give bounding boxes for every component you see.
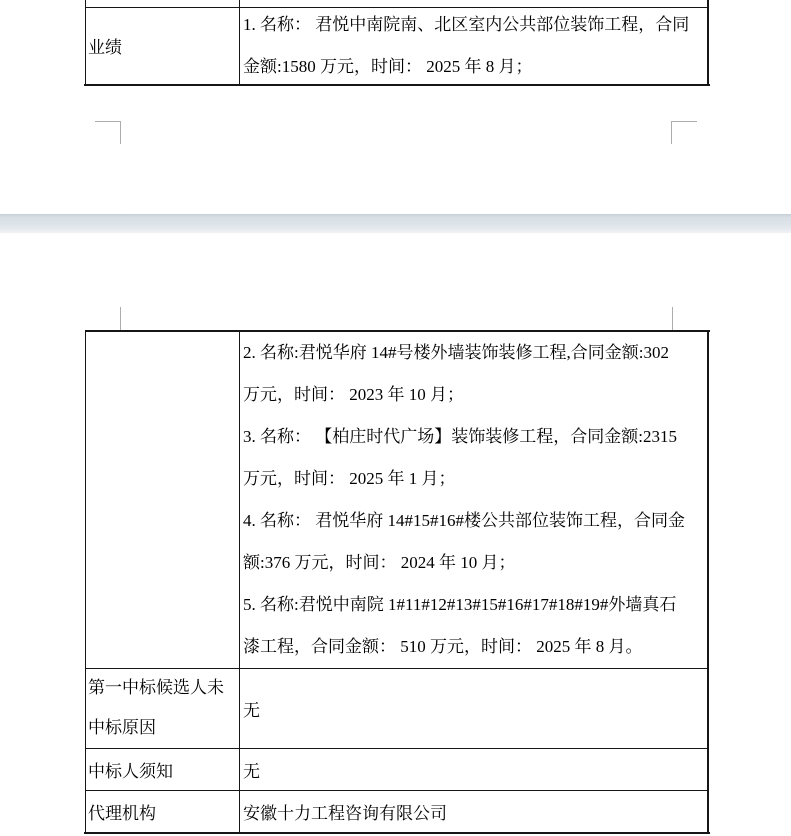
cell-first-candidate-reason-label[interactable] — [88, 668, 236, 748]
performance-line: 万元，时间： 2023 年 10 月； — [243, 385, 464, 404]
performance-label-text: 业绩 — [88, 38, 122, 57]
table2-left-border — [85, 330, 86, 834]
margin-mark-bottom-right-h — [671, 121, 697, 122]
table1-right-border — [707, 0, 709, 86]
performance-line: 3. 名称： 【柏庄时代广场】装饰装修工程，合同金额:2315 — [243, 427, 677, 446]
performance-line: 金额:1580 万元，时间： 2025 年 8 月； — [243, 56, 533, 76]
cell-winner-notice-value[interactable] — [243, 748, 705, 790]
margin-mark-top-left-v — [120, 307, 121, 330]
performance-line: 额:376 万元，时间： 2024 年 10 月； — [243, 553, 516, 572]
margin-mark-bottom-left-v — [120, 121, 121, 144]
margin-mark-bottom-left-h — [95, 121, 121, 122]
performance-line: 2. 名称:君悦华府 14#号楼外墙装饰装修工程,合同金额:302 — [243, 343, 669, 362]
performance-line: 漆工程，合同金额： 510 万元，时间： 2025 年 8 月。 — [243, 637, 643, 656]
table2-right-border — [707, 330, 709, 834]
winner-notice-label-text: 中标人须知 — [88, 761, 173, 781]
cell-agency-label[interactable] — [88, 790, 236, 833]
margin-mark-top-right-v — [672, 307, 673, 330]
performance-line: 4. 名称： 君悦华府 14#15#16#楼公共部位装饰工程，合同金 — [243, 511, 685, 530]
table1-left-border — [85, 0, 86, 86]
winner-notice-value-text: 无 — [243, 761, 260, 781]
cell-agency-value[interactable] — [243, 790, 705, 833]
agency-label-text: 代理机构 — [88, 804, 156, 823]
cell-performance-content-page2[interactable] — [243, 332, 705, 668]
cell-performance-content-page1[interactable] — [243, 7, 705, 84]
margin-mark-bottom-right-v — [671, 121, 672, 144]
first-candidate-reason-value-text: 无 — [243, 700, 260, 720]
table2-column-divider — [239, 330, 240, 833]
performance-line: 万元，时间： 2025 年 1 月； — [243, 469, 456, 488]
page-break-separator — [0, 214, 791, 233]
table1-column-divider — [239, 0, 240, 86]
first-candidate-reason-label-text: 第一中标候选人未中标原因 — [88, 678, 224, 737]
agency-value-text: 安徽十力工程咨询有限公司 — [243, 804, 447, 823]
performance-line: 5. 名称:君悦中南院 1#11#12#13#15#16#17#18#19#外墙真石 — [243, 595, 677, 614]
cell-winner-notice-label[interactable] — [88, 748, 236, 790]
cell-performance-label[interactable] — [88, 7, 236, 84]
performance-line: 1. 名称： 君悦中南院南、北区室内公共部位装饰工程，合同 — [243, 14, 690, 34]
cell-first-candidate-reason-value[interactable] — [243, 668, 705, 748]
